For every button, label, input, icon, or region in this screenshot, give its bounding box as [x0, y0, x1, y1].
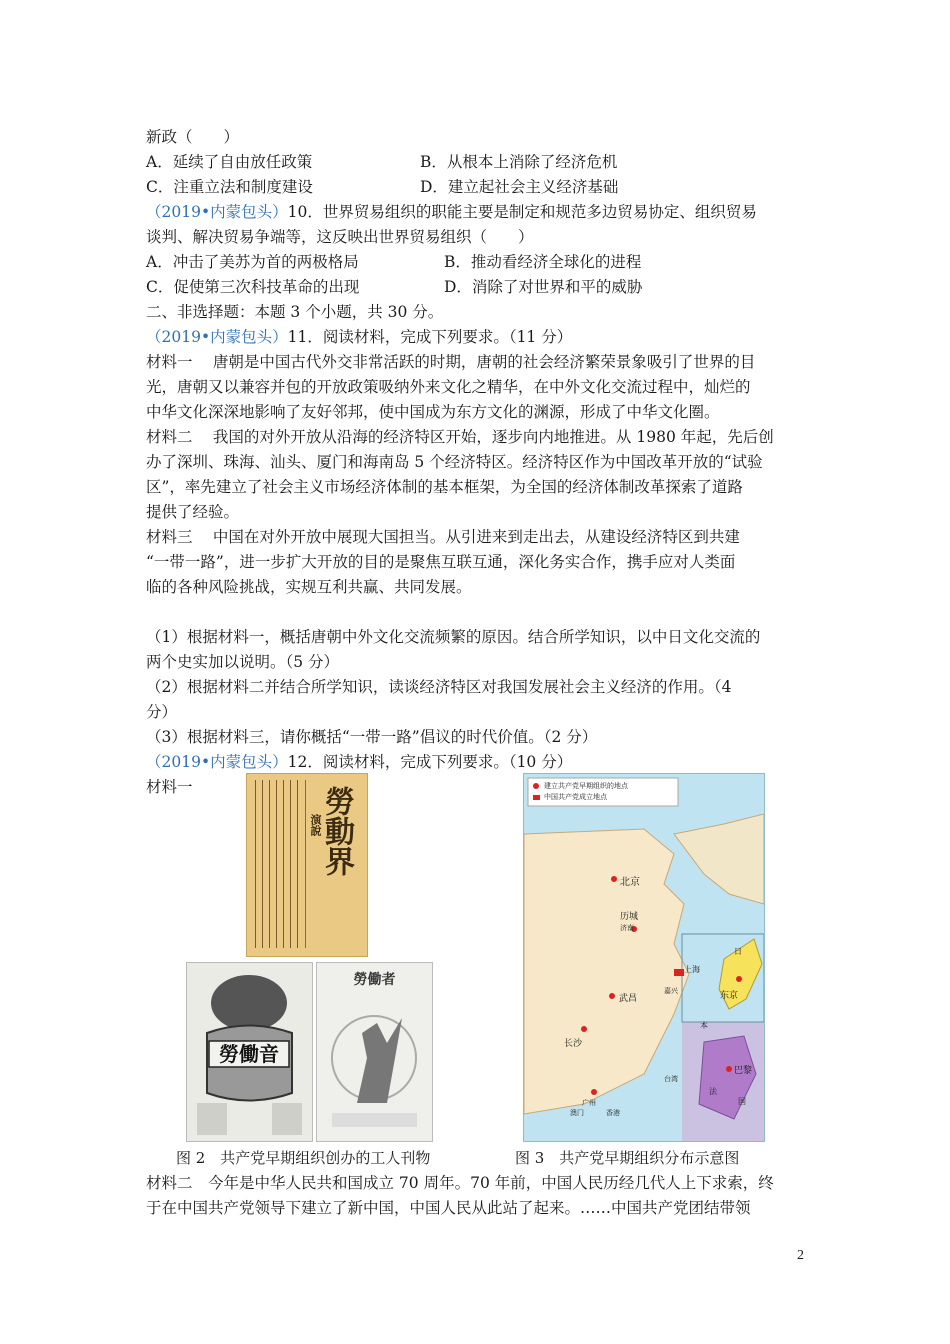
china-land: [524, 829, 689, 1114]
q12-source: （2019•内蒙包头）: [146, 753, 288, 771]
q11-material-1-line-3: 中华文化深深地影响了友好邻邦，使中国成为东方文化的渊源，形成了中华文化圈。: [146, 403, 720, 421]
france-label-2: 国: [738, 1097, 746, 1106]
q10-source: （2019•内蒙包头）: [146, 203, 288, 221]
right-plaque: [272, 1103, 302, 1135]
q9-option-a: A．延续了自由放任政策: [146, 153, 313, 171]
city-wuchang: 武昌: [619, 994, 638, 1004]
section-2-title: 二、非选择题：本题 3 个小题，共 30 分。: [146, 303, 444, 321]
q10-text-1: 10．世界贸易组织的职能主要是制定和规范多边贸易协定、组织贸易: [287, 203, 757, 221]
cover-text-columns: [251, 780, 299, 948]
laodongjie-cover-image: [246, 773, 368, 957]
party-founding-flag-icon: [533, 795, 540, 800]
laodongzhe-title: 勞働者: [353, 972, 396, 988]
cover-subtitle: 演說: [309, 814, 322, 836]
marker-guangzhou: [591, 1089, 597, 1095]
city-changsha: 长沙: [564, 1039, 583, 1049]
japan-label-1: 日: [734, 947, 742, 956]
figure-2-caption: 图 2 共产党早期组织创办的工人刊物: [176, 1149, 431, 1167]
q11-part-2-line-2: 分）: [146, 703, 178, 721]
q11-material-3-line-2: “一带一路”，进一步扩大开放的目的是聚焦互联互通，深化务实合作，携手应对人类面: [146, 553, 736, 571]
laodongzhe-cover-image: [316, 962, 433, 1142]
city-jinan: 济南: [620, 924, 634, 932]
legend-item-1: 建立共产党早期组织的地点: [544, 782, 628, 790]
laodongyin-title: 勞働音: [219, 1042, 279, 1066]
city-tokyo: 东京: [720, 991, 739, 1001]
marker-wuchang: [609, 993, 615, 999]
q9-option-b: B．从根本上消除了经济危机: [420, 153, 618, 171]
city-hongkong: 香港: [606, 1109, 620, 1117]
q11-material-2-line-4: 提供了经验。: [146, 503, 240, 521]
q11-material-1-line-2: 光，唐朝又以兼容并包的开放政策吸纳外来文化之精华，在中外文化交流过程中，灿烂的: [146, 378, 751, 396]
city-beijing: 北京: [620, 877, 640, 888]
marker-shanghai: [674, 969, 684, 976]
city-licheng: 历城: [620, 912, 639, 922]
q11-material-2-line-2: 办了深圳、珠海、汕头、厦门和海南岛 5 个经济特区。经济特区作为中国改革开放的“试验: [146, 453, 763, 471]
map-drawing: [524, 774, 764, 1141]
q11-material-2-line-1: 材料二 我国的对外开放从沿海的经济特区开始，逐步向内地推进。从 1980 年起，先后创: [146, 428, 774, 446]
city-guangzhou: 广州: [582, 1099, 596, 1107]
q12-material-2-line-1: 材料二 今年是中华人民共和国成立 70 周年。70 年前，中国人民历经几代人上下求索，终: [146, 1174, 774, 1192]
q11-material-2-line-3: 区”，率先建立了社会主义市场经济体制的基本框架，为全国的经济体制改革探索了道路: [146, 478, 743, 496]
city-macau: 澳门: [570, 1109, 584, 1117]
marker-beijing: [611, 876, 617, 882]
q10-option-a: A．冲击了美苏为首的两极格局: [146, 253, 359, 271]
marker-tokyo: [736, 976, 742, 982]
q11-part-1-line-1: （1）根据材料一，概括唐朝中外文化交流频繁的原因。结合所学知识，以中日文化交流的: [146, 628, 761, 646]
q11-part-3: （3）根据材料三，请你概括“一带一路”倡议的时代价值。（2 分）: [146, 728, 598, 746]
q11-material-1-line-1: 材料一 唐朝是中国古代外交非常活跃的时期，唐朝的社会经济繁荣景象吸引了世界的目: [146, 353, 756, 371]
q9-option-c: C．注重立法和制度建设: [146, 178, 313, 196]
q9-tail: 新政（ ）: [146, 128, 240, 146]
q12-head: [146, 751, 572, 773]
city-paris: 巴黎: [734, 1066, 753, 1076]
q12-material-1-label: 材料一: [146, 778, 193, 796]
party-org-marker-icon: [533, 783, 539, 789]
q10-stem-line-2: 谈判、解决贸易争端等，这反映出世界贸易组织（ ）: [146, 228, 534, 246]
left-plaque: [197, 1103, 227, 1135]
city-shanghai: 上海: [684, 965, 700, 974]
worker-figure: [357, 1018, 402, 1103]
q11-source: （2019•内蒙包头）: [146, 328, 288, 346]
legend-item-2: 中国共产党成立地点: [544, 793, 607, 801]
japan-label-2: 本: [700, 1021, 708, 1030]
city-jiaxing: 嘉兴: [664, 987, 678, 995]
smoke-cloud-shape: [211, 975, 287, 1031]
q11-part-1-line-2: 两个史实加以说明。（5 分）: [146, 653, 340, 671]
q11-head-text: 11．阅读材料，完成下列要求。（11 分）: [287, 328, 573, 346]
marker-paris: [726, 1066, 732, 1072]
marker-changsha: [581, 1026, 587, 1032]
cover-title: 勞動界: [319, 786, 354, 876]
q10-stem-line-1: [146, 201, 757, 223]
q12-material-2-line-2: 于在中国共产党领导下建立了新中国，中国人民从此站了起来。……中国共产党团结带领: [146, 1199, 751, 1217]
island-label: 台湾: [664, 1075, 678, 1083]
france-label-1: 法: [709, 1087, 717, 1096]
q9-option-d: D．建立起社会主义经济基础: [420, 178, 619, 196]
q11-material-3-line-3: 临的各种风险挑战，实规互利共赢、共同发展。: [146, 578, 472, 596]
q10-option-b: B．推动看经济全球化的进程: [444, 253, 642, 271]
footer-band: [332, 1113, 417, 1127]
laodongzhe-illustration: [317, 963, 432, 1141]
figure-3-caption: 图 3 共产党早期组织分布示意图: [515, 1149, 740, 1167]
q12-head-text: 12．阅读材料，完成下列要求。（10 分）: [287, 753, 573, 771]
q10-option-c: C．促使第三次科技革命的出现: [146, 278, 360, 296]
q11-material-3-line-1: 材料三 中国在对外开放中展现大国担当。从引进来到走出去，从建设经济特区到共建: [146, 528, 740, 546]
page-number: 2: [797, 1248, 804, 1263]
laodongyin-cover-image: [186, 962, 313, 1142]
korea-land: [674, 814, 764, 904]
q11-head: [146, 326, 572, 348]
q10-option-d: D．消除了对世界和平的威胁: [444, 278, 643, 296]
q11-part-2-line-1: （2）根据材料二并结合所学知识，读谈经济特区对我国发展社会主义经济的作用。（4: [146, 678, 732, 696]
early-party-organization-map: [523, 773, 765, 1142]
